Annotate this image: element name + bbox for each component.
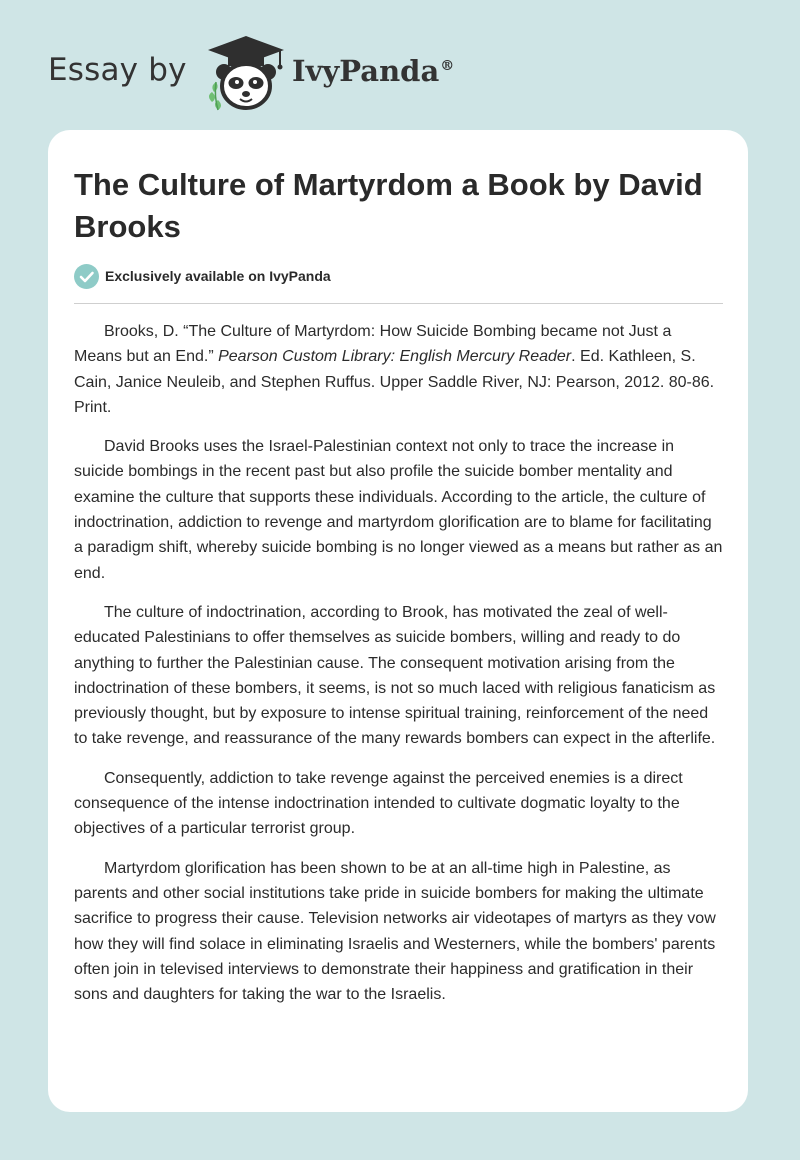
- exclusive-badge: [74, 263, 331, 289]
- site-header: [0, 0, 800, 130]
- body-paragraph: Consequently, addiction to take revenge against the perceived enemies is a direct consequence of the intense indoctrination intended to cultivate dogmatic loyalty to the objectives of a particular terrorist group.: [74, 769, 683, 838]
- body-paragraph: David Brooks uses the Israel-Palestinian context not only to trace the increase in suicide bombings in the recent past but also profile the suicide bomber mentality and examine the culture that supports these individuals. According to the article, the culture of indoctrination, addiction to revenge and martyrdom glorification are to blame for facilitating a paradigm shift, whereby suicide bombing is no longer viewed as a means but rather as an end.: [74, 438, 723, 582]
- body-paragraph: Martyrdom glorification has been shown to be at an all-time high in Palestine, as parents and other social institutions take pride in suicide bombers for making the ultimate sacrifice to progress their cause. Television networks air videotapes of martyrs as they vow how they will find solace in eliminating Israelis and Westerners, while the bombers' parents often join in televised interviews to demonstrate their happiness and gratification in their sons and daughters for taking the war to the Israelis.: [74, 859, 716, 1004]
- essay-card: [48, 130, 748, 1112]
- panda-graduate-logo-icon[interactable]: [200, 34, 292, 112]
- registered-mark: ®: [440, 58, 455, 75]
- exclusive-label: Exclusively available on IvyPanda: [105, 268, 331, 284]
- body-paragraph: The culture of indoctrination, according to Brook, has motivated the zeal of well-educated Palestinians to offer themselves as suicide bombers, willing and ready to do anything to further the Palestinian cause. The consequent motivation arising from the indoctrination of these bombers, it seems, is not so much laced with religious fanaticism as previously thought, but by exposure to intense spiritual training, reinforcement of the need to take revenge, and reassurance of the many rewards bombers can expect in the afterlife.: [74, 603, 716, 748]
- essay-by-label: Essay by: [48, 52, 187, 88]
- essay-title: The Culture of Martyrdom a Book by David Brooks: [74, 167, 703, 244]
- citation-paragraph: Brooks, D. “The Culture of Martyrdom: How Suicide Bombing became not Just a Means but an End.” Pearson Custom Library: English Mercury Reader. Ed. Kathleen, S. Cain, Janice Neuleib, and Stephen Ruffus. Upper Saddle River, NJ: Pearson, 2012. 80-86. Print.: [74, 323, 715, 416]
- essay-body: [74, 319, 723, 1021]
- citation-source-title: Pearson Custom Library: English Mercury Reader: [218, 348, 572, 366]
- brand-name[interactable]: IvyPanda®: [292, 54, 455, 88]
- check-circle-icon: [74, 264, 99, 289]
- title-divider: [74, 303, 723, 304]
